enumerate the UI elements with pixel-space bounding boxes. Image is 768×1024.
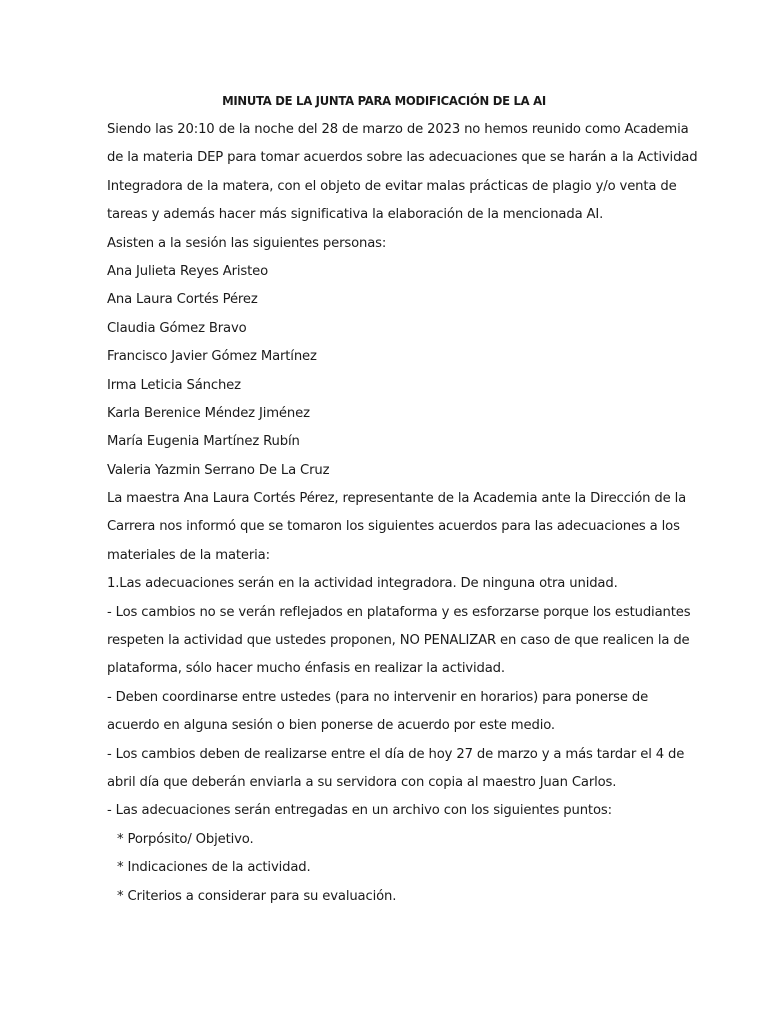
agreement-line: - Los cambios deben de realizarse entre el día de hoy 27 de marzo y a más tardar el 4 de (107, 746, 685, 762)
attendee-name: Francisco Javier Gómez Martínez (107, 349, 317, 365)
document-title: MINUTA DE LA JUNTA PARA MODIFICACIÓN DE LA AI (222, 93, 546, 108)
attendee-name: Karla Berenice Méndez Jiménez (107, 405, 310, 421)
agreement-line: abril día que deberán enviarla a su servidora con copia al maestro Juan Carlos. (107, 774, 617, 790)
attendee-name: María Eugenia Martínez Rubín (107, 434, 300, 450)
paragraph-line: de la materia DEP para tomar acuerdos sobre las adecuaciones que se harán a la Actividad (107, 150, 698, 166)
paragraph-line: Integradora de la matera, con el objeto de evitar malas prácticas de plagio y/o venta de (107, 178, 677, 194)
agreement-line: - Las adecuaciones serán entregadas en un archivo con los siguientes puntos: (107, 803, 612, 819)
agreement-line: 1.Las adecuaciones serán en la actividad integradora. De ninguna otra unidad. (107, 576, 618, 592)
bullet-item: * Porpósito/ Objetivo. (117, 831, 254, 847)
document-body (107, 118, 698, 913)
agreement-line: respeten la actividad que ustedes proponen, NO PENALIZAR en caso de que realicen la de (107, 633, 690, 649)
agreement-line: acuerdo en alguna sesión o bien ponerse de acuerdo por este medio. (107, 718, 555, 734)
attendee-name: Claudia Gómez Bravo (107, 320, 247, 336)
agreement-line: plataforma, sólo hacer mucho énfasis en realizar la actividad. (107, 661, 505, 677)
paragraph-line: La maestra Ana Laura Cortés Pérez, representante de la Academia ante la Dirección de la (107, 491, 687, 507)
attendee-name: Valeria Yazmin Serrano De La Cruz (107, 462, 330, 478)
agreement-line: - Los cambios no se verán reflejados en plataforma y es esforzarse porque los estudiantes (107, 604, 691, 620)
paragraph-line: Siendo las 20:10 de la noche del 28 de marzo de 2023 no hemos reunido como Academia (107, 122, 689, 137)
attendee-name: Ana Julieta Reyes Aristeo (107, 263, 269, 279)
attendee-name: Irma Leticia Sánchez (107, 377, 241, 393)
paragraph-line: materiales de la materia: (107, 547, 270, 563)
agreement-line: - Deben coordinarse entre ustedes (para no intervenir en horarios) para ponerse de (107, 689, 649, 705)
bullet-item: * Criterios a considerar para su evaluación. (117, 888, 397, 904)
bullet-item: * Indicaciones de la actividad. (117, 860, 311, 876)
paragraph-line: tareas y además hacer más significativa la elaboración de la mencionada AI. (107, 207, 604, 223)
paragraph-line: Carrera nos informó que se tomaron los siguientes acuerdos para las adecuaciones a los (107, 519, 680, 535)
paragraph-line: Asisten a la sesión las siguientes personas: (107, 235, 387, 251)
attendee-name: Ana Laura Cortés Pérez (107, 292, 258, 308)
